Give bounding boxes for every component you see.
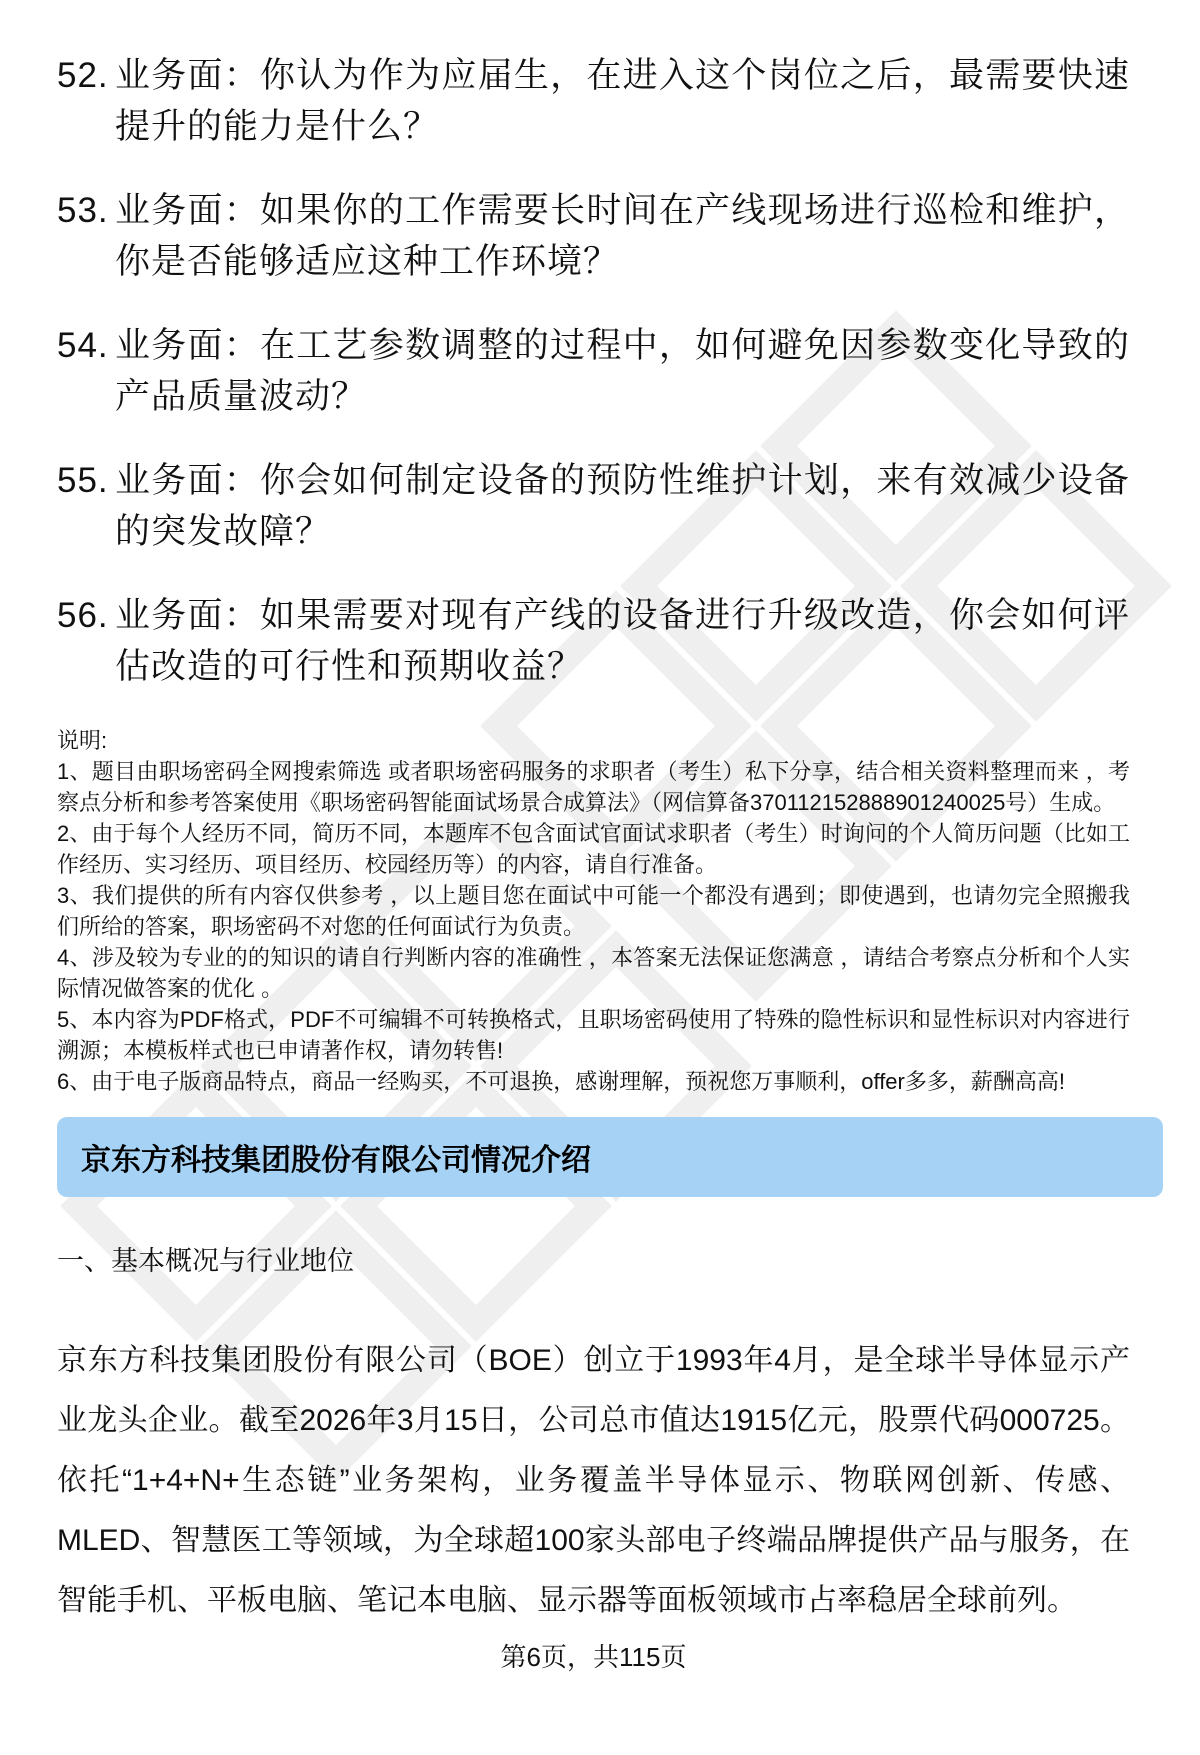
note-item: 1、题目由职场密码全网搜索筛选 或者职场密码服务的求职者（考生）私下分享，结合相关资料整理而来 ，考察点分析和参考答案使用《职场密码智能面试场景合成算法》（网信算备370112152888901240025号）生成。 xyxy=(57,759,1130,815)
notes-label: 说明: xyxy=(57,728,108,753)
question-number: 52. xyxy=(57,56,109,95)
question-number: 55. xyxy=(57,461,109,500)
notes-section xyxy=(57,725,1130,1097)
question-item xyxy=(57,320,1130,422)
question-text: 业务面：如果你的工作需要长时间在产线现场进行巡检和维护，你是否能够适应这种工作环境？ xyxy=(115,191,1130,281)
question-number: 56. xyxy=(57,596,109,635)
question-number: 53. xyxy=(57,191,109,230)
question-text: 业务面：如果需要对现有产线的设备进行升级改造，你会如何评估改造的可行性和预期收益？ xyxy=(115,596,1130,686)
company-section-header xyxy=(57,1117,1163,1197)
note-item: 6、由于电子版商品特点，商品一经购买，不可退换，感谢理解，预祝您万事顺利，offer多多，薪酬高高! xyxy=(57,1069,1065,1094)
question-text: 业务面：你会如何制定设备的预防性维护计划，来有效减少设备的突发故障？ xyxy=(115,461,1130,551)
note-item: 2、由于每个人经历不同，简历不同，本题库不包含面试官面试求职者（考生）时询问的个人简历问题（比如工作经历、实习经历、项目经历、校园经历等）的内容，请自行准备。 xyxy=(57,821,1130,877)
section-subheading: 一、基本概况与行业地位 xyxy=(57,1246,354,1276)
question-item xyxy=(57,590,1130,692)
company-intro-paragraph: 京东方科技集团股份有限公司（BOE）创立于1993年4月，是全球半导体显示产业龙头企业。截至2026年3月15日，公司总市值达1915亿元，股票代码000725。依托“1+4+N+生态链”业务架构，业务覆盖半导体显示、物联网创新、传感、MLED、智慧医工等领域，为全球超100家头部电子终端品牌提供产品与服务，在智能手机、平板电脑、笔记本电脑、显示器等面板领域市占率稳居全球前列。 xyxy=(57,1344,1130,1617)
question-list xyxy=(57,50,1130,692)
question-text: 业务面：你认为作为应届生，在进入这个岗位之后，最需要快速提升的能力是什么？ xyxy=(115,56,1130,146)
question-item xyxy=(57,185,1130,287)
note-item: 3、我们提供的所有内容仅供参考 ，以上题目您在面试中可能一个都没有遇到；即使遇到，也请勿完全照搬我们所给的答案，职场密码不对您的任何面试行为负责。 xyxy=(57,883,1130,939)
page-number-footer: 第6页，共115页 xyxy=(500,1642,687,1672)
question-number: 54. xyxy=(57,326,109,365)
question-item xyxy=(57,455,1130,557)
note-item: 4、涉及较为专业的的知识的请自行判断内容的准确性 ，本答案无法保证您满意 ，请结合考察点分析和个人实际情况做答案的优化 。 xyxy=(57,945,1130,1001)
question-item xyxy=(57,50,1130,152)
question-text: 业务面：在工艺参数调整的过程中，如何避免因参数变化导致的产品质量波动？ xyxy=(115,326,1130,416)
company-section-title: 京东方科技集团股份有限公司情况介绍 xyxy=(81,1144,591,1177)
note-item: 5、本内容为PDF格式，PDF不可编辑不可转换格式，且职场密码使用了特殊的隐性标识和显性标识对内容进行溯源；本模板样式也已申请著作权，请勿转售! xyxy=(57,1007,1130,1063)
